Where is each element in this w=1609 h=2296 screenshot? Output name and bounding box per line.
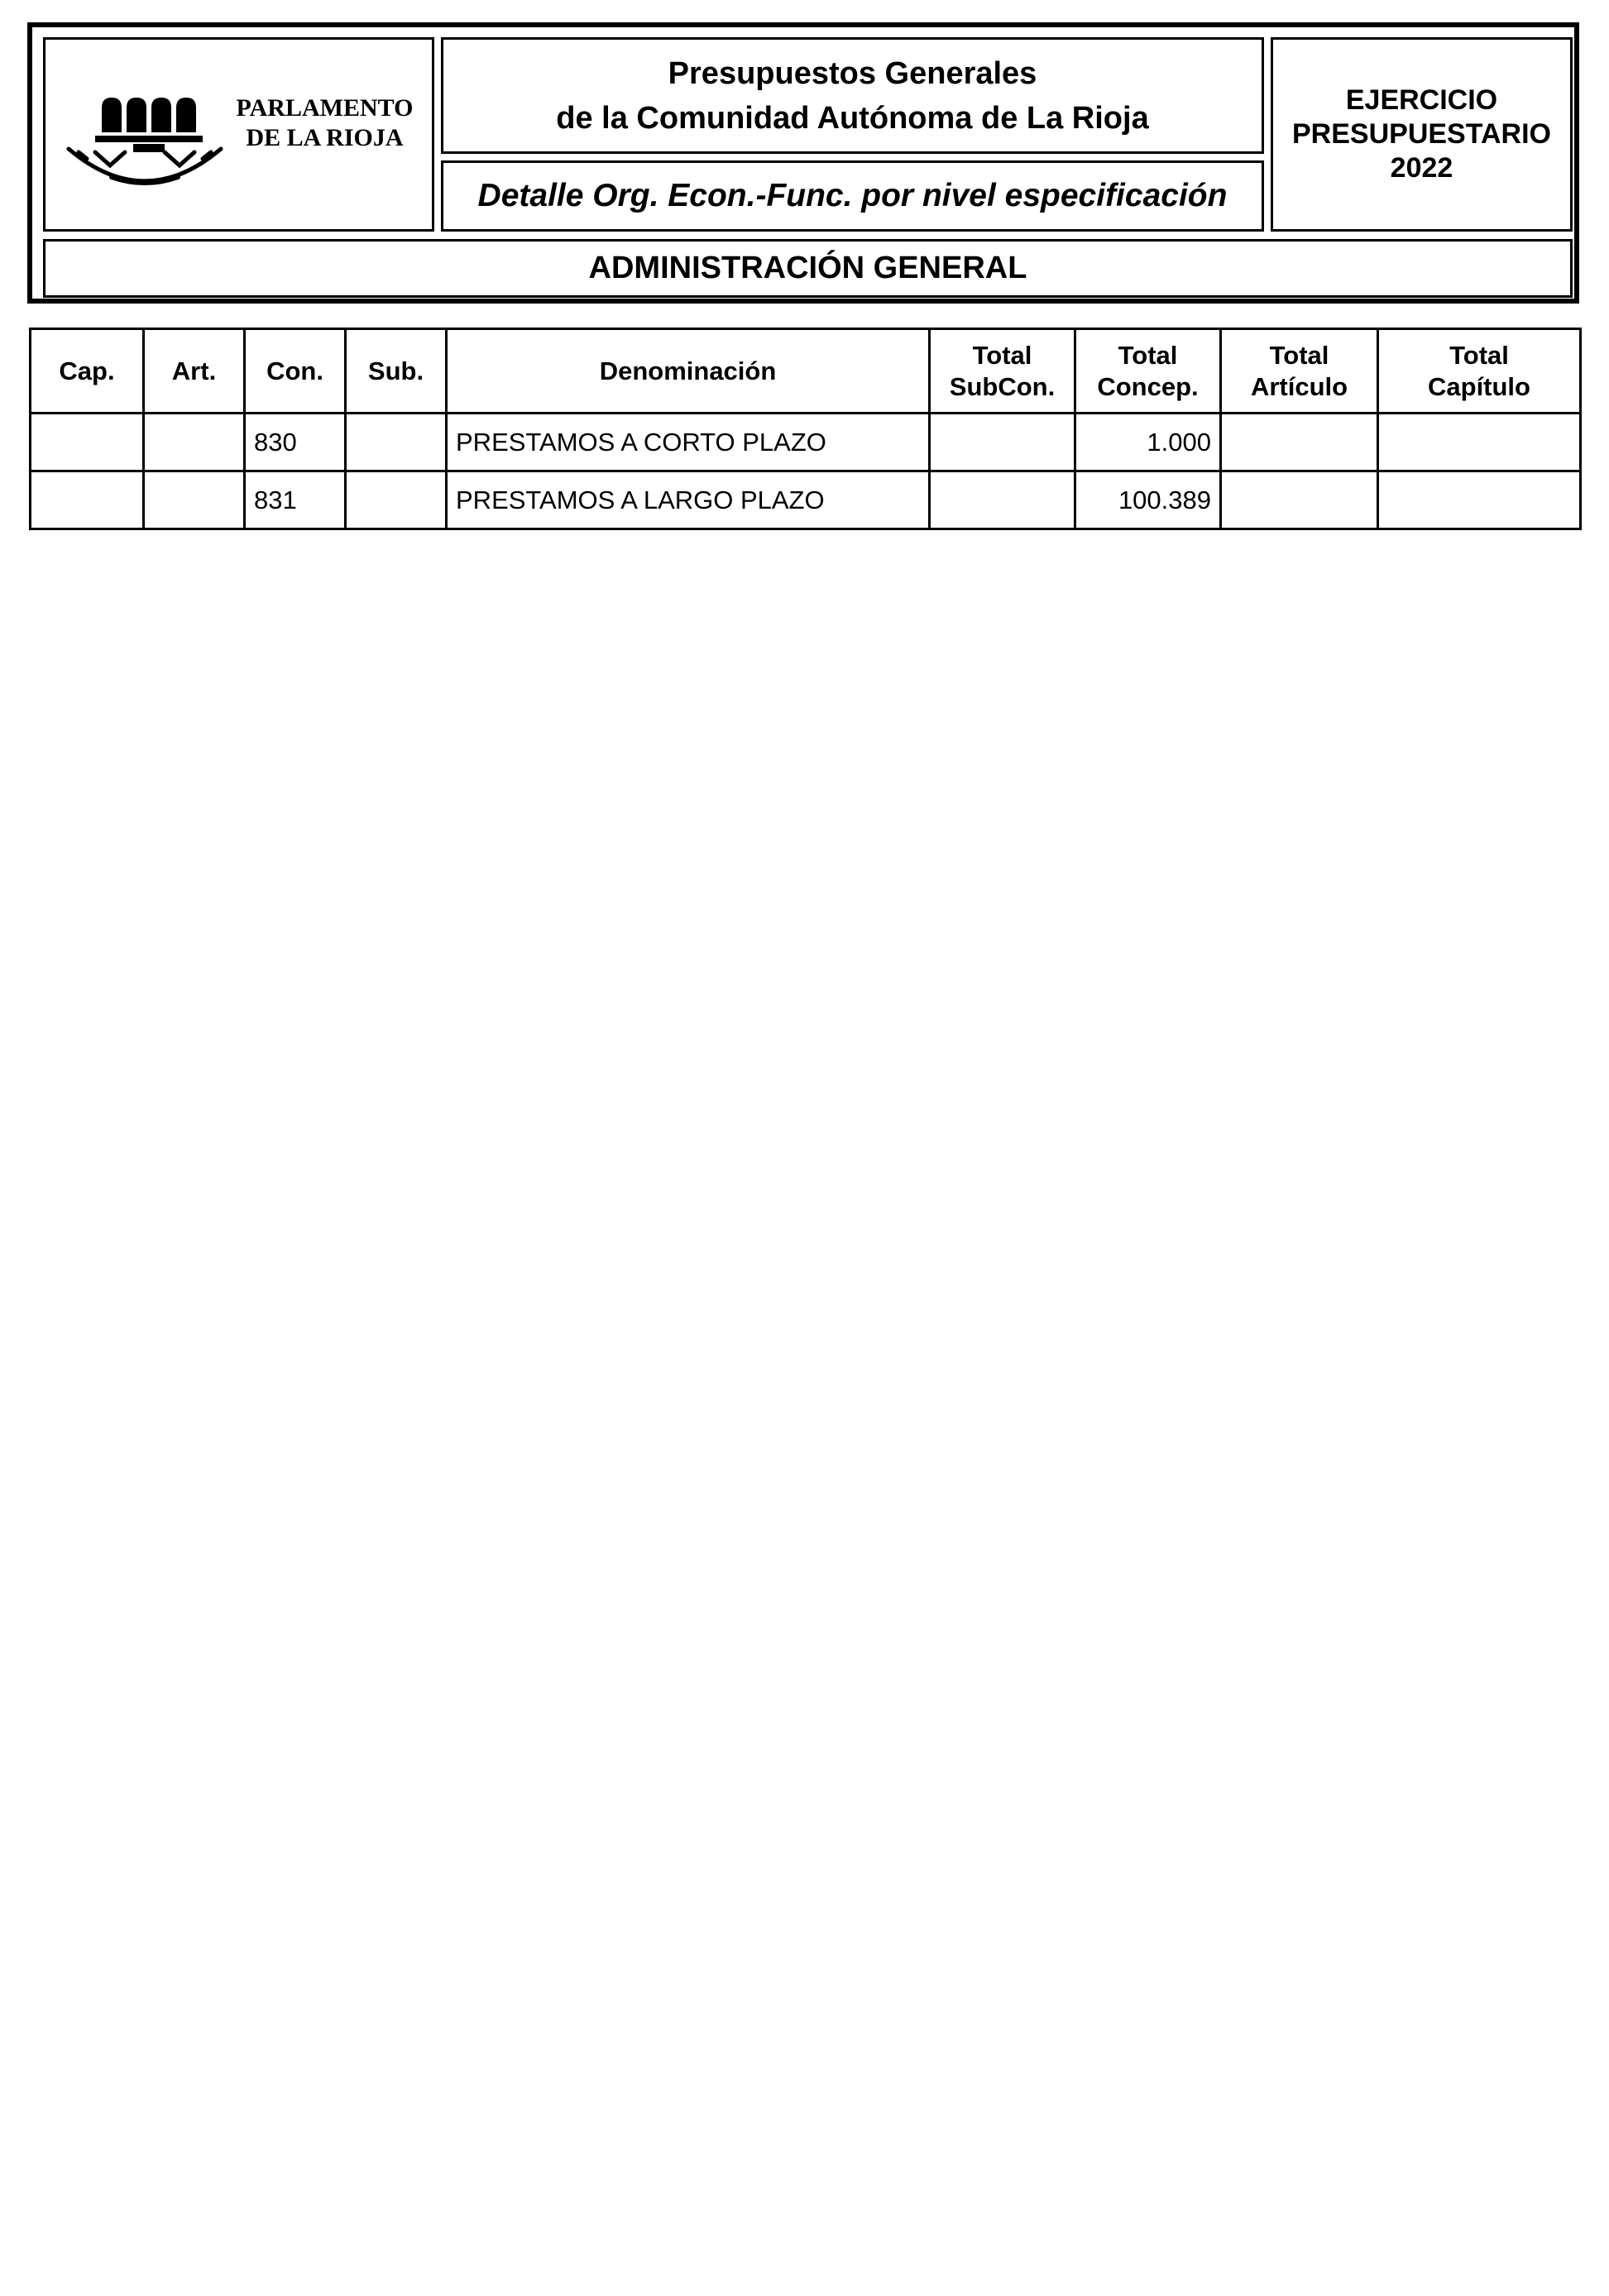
fiscal-year-value: 2022	[1390, 152, 1453, 184]
table-row	[31, 414, 1581, 471]
page-title-line2: de la Comunidad Autónoma de La Rioja	[556, 100, 1149, 136]
column-header-total-subcon: Total SubCon.	[930, 329, 1075, 414]
cell-denominacion: PRESTAMOS A CORTO PLAZO	[447, 414, 930, 471]
logo-name-line1: PARLAMENTO	[236, 94, 414, 122]
page-subtitle: Detalle Org. Econ.-Func. por nivel especificación	[477, 178, 1228, 213]
budget-table	[29, 328, 1582, 530]
cell-total-subcon	[930, 471, 1075, 529]
cell-total-capitulo	[1378, 414, 1581, 471]
section-title: ADMINISTRACIÓN GENERAL	[588, 251, 1027, 285]
subtitle-box	[441, 160, 1264, 232]
cell-con: 831	[245, 471, 346, 529]
logo-box	[43, 37, 434, 232]
cell-total-articulo	[1221, 414, 1378, 471]
column-header-cap: Cap.	[31, 329, 144, 414]
cell-total-subcon	[930, 414, 1075, 471]
cell-art	[144, 414, 245, 471]
cell-total-concep: 100.389	[1075, 471, 1221, 529]
header-frame	[27, 22, 1579, 304]
cell-total-concep: 1.000	[1075, 414, 1221, 471]
page-title-line1: Presupuestos Generales	[668, 55, 1037, 91]
fiscal-year-label-line1: EJERCICIO	[1345, 84, 1498, 116]
column-header-denominacion: Denominación	[447, 329, 930, 414]
cell-total-articulo	[1221, 471, 1378, 529]
column-header-con: Con.	[245, 329, 346, 414]
column-header-total-articulo: Total Artículo	[1221, 329, 1378, 414]
fiscal-year-box	[1271, 37, 1573, 232]
cell-denominacion: PRESTAMOS A LARGO PLAZO	[447, 471, 930, 529]
title-box	[441, 37, 1264, 154]
table-row	[31, 471, 1581, 529]
cell-con: 830	[245, 414, 346, 471]
cell-sub	[346, 471, 447, 529]
column-header-total-concep: Total Concep.	[1075, 329, 1221, 414]
cell-cap	[31, 414, 144, 471]
section-box	[43, 239, 1573, 298]
fiscal-year-label-line2: PRESUPUESTARIO	[1292, 118, 1551, 150]
logo-wordmark	[219, 93, 430, 153]
column-header-total-capitulo: Total Capítulo	[1378, 329, 1581, 414]
column-header-sub: Sub.	[346, 329, 447, 414]
column-header-art: Art.	[144, 329, 245, 414]
cell-total-capitulo	[1378, 471, 1581, 529]
cell-art	[144, 471, 245, 529]
cell-cap	[31, 471, 144, 529]
parliament-logo-icon	[62, 73, 227, 189]
table-header-row	[31, 329, 1581, 414]
logo-name-line2: DE LA RIOJA	[246, 124, 404, 151]
cell-sub	[346, 414, 447, 471]
